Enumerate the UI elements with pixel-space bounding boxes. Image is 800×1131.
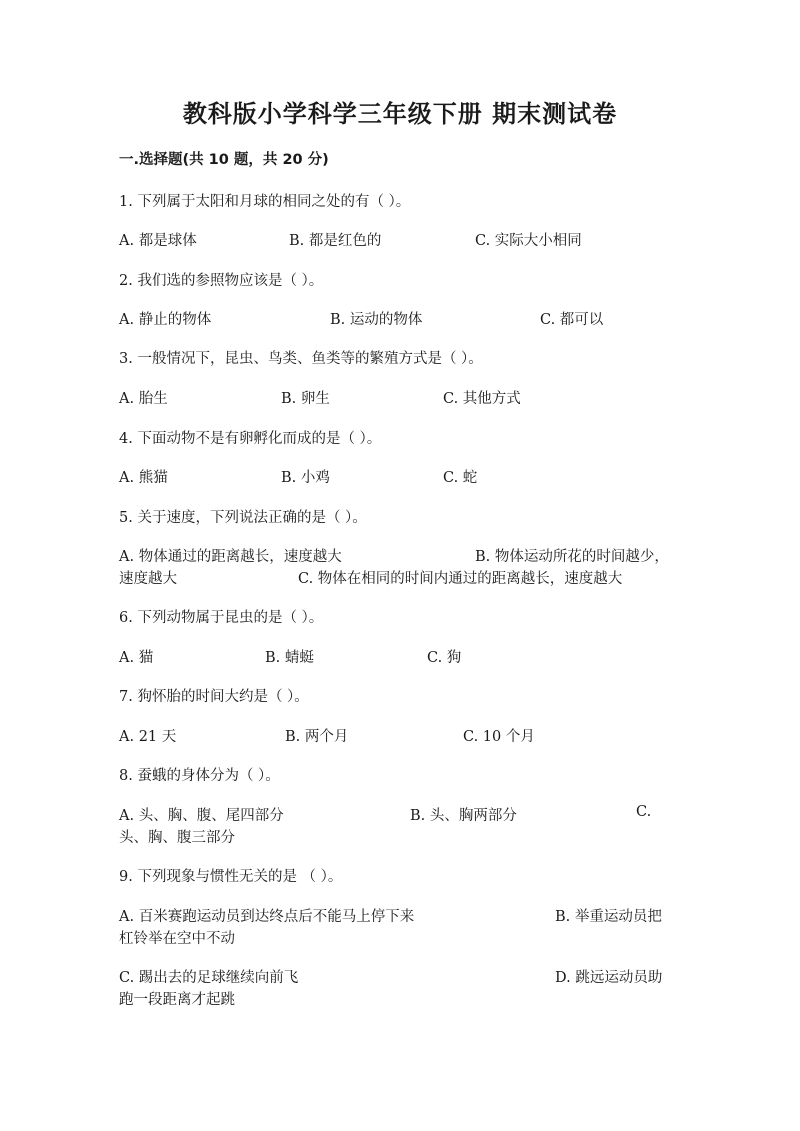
question-7-option-c: C. 10 个月 bbox=[463, 729, 535, 745]
question-1-option-b: B. 都是红色的 bbox=[289, 233, 382, 249]
question-6-option-c: C. 狗 bbox=[427, 650, 462, 666]
question-2-option-c: C. 都可以 bbox=[540, 312, 604, 328]
question-5-option-b-continued: 速度越大 bbox=[119, 571, 177, 587]
question-3-option-a: A. 胎生 bbox=[119, 391, 168, 407]
question-4-option-c: C. 蛇 bbox=[443, 470, 478, 486]
question-9-option-d-continued: 跑一段距离才起跳 bbox=[119, 992, 235, 1008]
question-8-option-b: B. 头、胸两部分 bbox=[410, 808, 517, 824]
question-2-option-a: A. 静止的物体 bbox=[119, 312, 212, 328]
question-8-option-c-label: C. bbox=[636, 804, 652, 820]
question-9-option-c: C. 踢出去的足球继续向前飞 bbox=[119, 970, 299, 986]
question-4-option-a: A. 熊猫 bbox=[119, 470, 168, 486]
question-6-option-b: B. 蜻蜓 bbox=[265, 650, 314, 666]
question-1-stem: 1. 下列属于太阳和月球的相同之处的有（ ）。 bbox=[119, 194, 411, 210]
question-3-option-b: B. 卵生 bbox=[281, 391, 330, 407]
question-8-stem: 8. 蚕蛾的身体分为（ ）。 bbox=[119, 768, 280, 784]
question-2-option-b: B. 运动的物体 bbox=[330, 312, 423, 328]
question-5-stem: 5. 关于速度，下列说法正确的是（ ）。 bbox=[119, 510, 367, 526]
question-6-option-a: A. 猫 bbox=[119, 650, 154, 666]
question-7-option-a: A. 21 天 bbox=[119, 729, 177, 745]
question-4-option-b: B. 小鸡 bbox=[281, 470, 330, 486]
question-1-option-a: A. 都是球体 bbox=[119, 233, 197, 249]
question-4-stem: 4. 下面动物不是有卵孵化而成的是（ ）。 bbox=[119, 431, 382, 447]
question-7-stem: 7. 狗怀胎的时间大约是（ ）。 bbox=[119, 689, 309, 705]
exam-title: 教科版小学科学三年级下册 期末测试卷 bbox=[182, 100, 618, 128]
question-5-option-c: C. 物体在相同的时间内通过的距离越长，速度越大 bbox=[298, 571, 623, 587]
question-9-option-d: D. 跳远运动员助 bbox=[555, 970, 663, 986]
question-7-option-b: B. 两个月 bbox=[285, 729, 349, 745]
section-heading: 一.选择题(共 10 题，共 20 分) bbox=[119, 152, 329, 168]
question-9-option-b-continued: 杠铃举在空中不动 bbox=[119, 931, 235, 947]
question-2-stem: 2. 我们选的参照物应该是（ ）。 bbox=[119, 273, 324, 289]
question-9-option-a: A. 百米赛跑运动员到达终点后不能马上停下来 bbox=[119, 909, 415, 925]
question-5-option-a: A. 物体通过的距离越长，速度越大 bbox=[119, 549, 342, 565]
question-9-option-b: B. 举重运动员把 bbox=[555, 909, 662, 925]
question-9-stem: 9. 下列现象与惯性无关的是 （ ）。 bbox=[119, 869, 343, 885]
question-3-stem: 3. 一般情况下，昆虫、鸟类、鱼类等的繁殖方式是（ ）。 bbox=[119, 351, 483, 367]
question-5-option-b: B. 物体运动所花的时间越少， bbox=[475, 549, 669, 565]
question-1-option-c: C. 实际大小相同 bbox=[475, 233, 582, 249]
question-8-option-c: 头、胸、腹三部分 bbox=[119, 830, 235, 846]
question-6-stem: 6. 下列动物属于昆虫的是（ ）。 bbox=[119, 610, 324, 626]
question-3-option-c: C. 其他方式 bbox=[443, 391, 521, 407]
question-8-option-a: A. 头、胸、腹、尾四部分 bbox=[119, 808, 284, 824]
